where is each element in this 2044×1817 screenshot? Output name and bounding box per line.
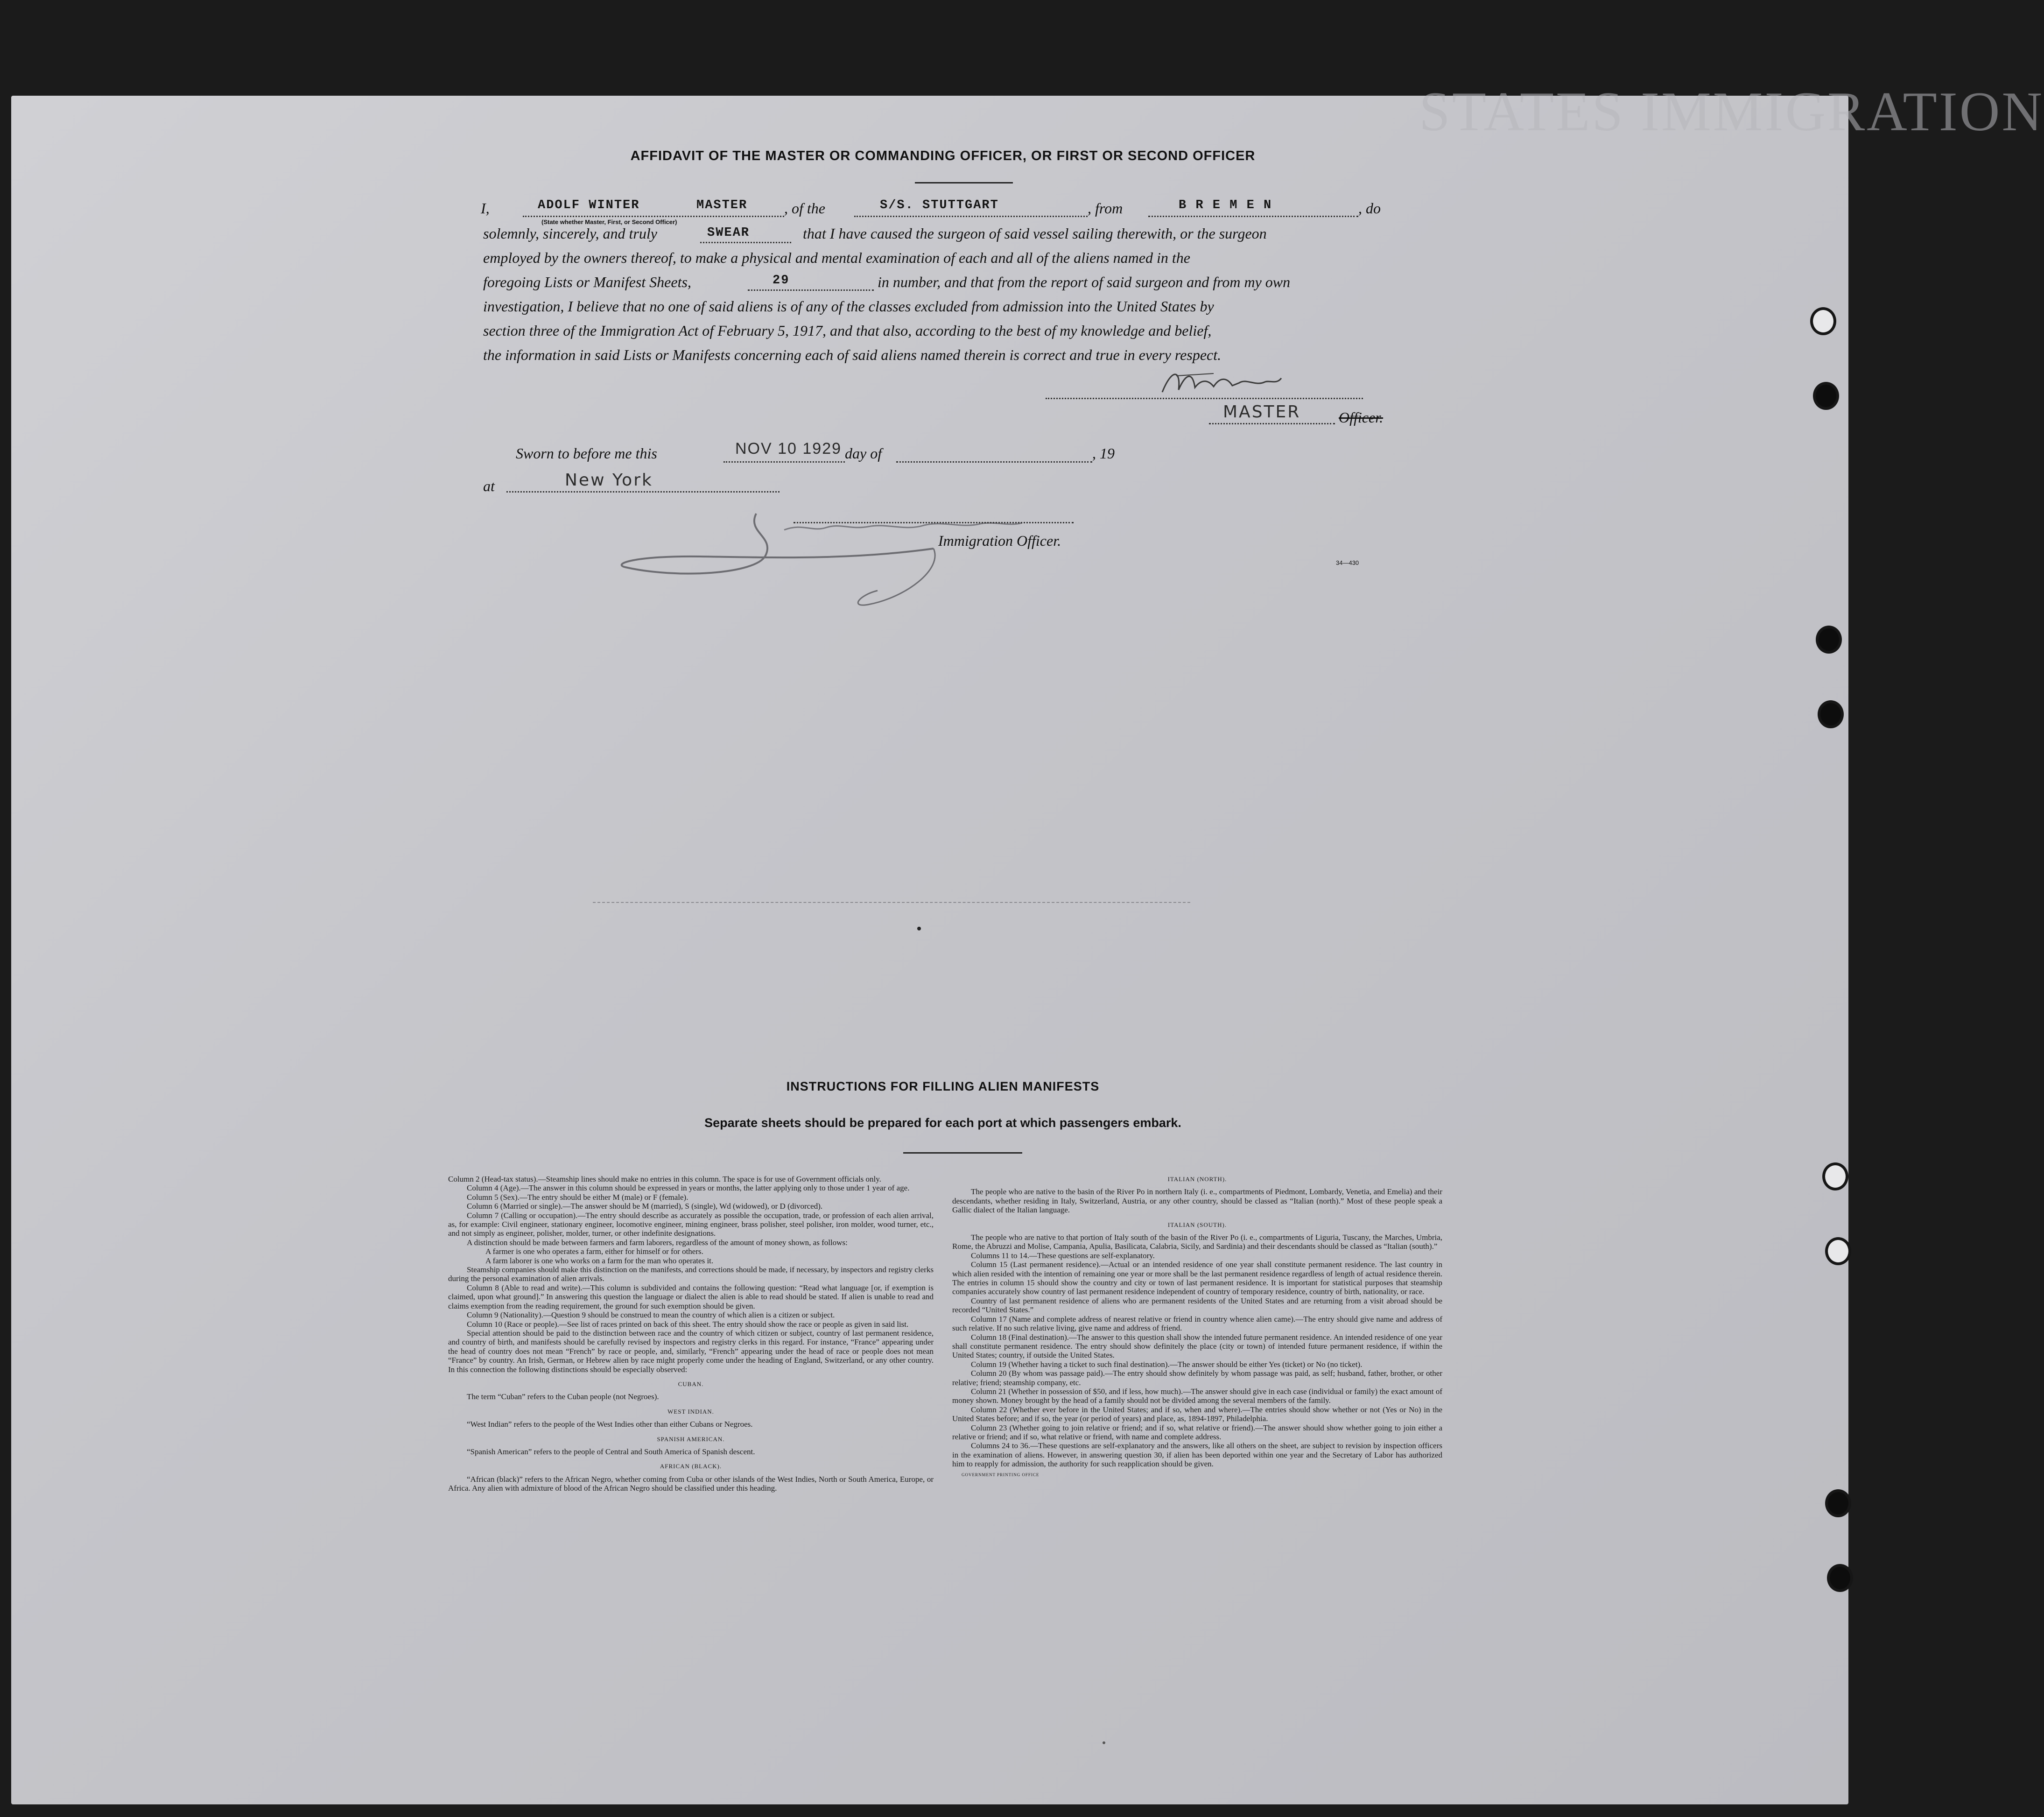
sworn-day-label: day of: [845, 445, 882, 462]
affidavit-line-7: the information in said Lists or Manifests concerning each of said aliens named therein is correct and true in every respect.: [483, 346, 1222, 363]
sworn-date-blank: [723, 461, 845, 463]
italian-north-text: The people who are native to the basin of the River Po in northern Italy (i. e., compartments of Piedmont, Lombardy, Venetia, and Emelia) and their descendants, whether residing in Italy, Switzerland, Austria, or any other country, should be classed as “Italian (north).” Most of these people speak a Gallic dialect of the Italian language.: [952, 1187, 1442, 1215]
ship-blank: [854, 216, 1088, 217]
instruction-paragraph: Column 2 (Head-tax status).—Steamship lines should make no entries in this column. The space is for use of Government officials only.: [448, 1175, 881, 1183]
instruction-paragraph: Column 4 (Age).—The answer in this column should be expressed in years or months, the latter applying only to those under 1 year of age.: [467, 1183, 910, 1193]
cuban-heading: CUBAN.: [678, 1380, 704, 1387]
instruction-paragraph: A farmer is one who operates a farm, either for himself or for others.: [485, 1247, 703, 1256]
affidavit-line-1: I,: [481, 200, 490, 217]
instruction-paragraph: A farm laborer is one who works on a farm for the man who operates it.: [485, 1256, 714, 1265]
ink-speck: [917, 927, 921, 930]
rank-hint: (State whether Master, First, or Second Officer): [541, 218, 677, 225]
immigration-officer-label: Immigration Officer.: [938, 532, 1061, 549]
instruction-paragraph: Country of last permanent residence of aliens who are permanent residents of the United States and are returning from a visit abroad should be recorded “United States.”: [952, 1296, 1442, 1315]
instruction-paragraph: Column 7 (Calling or occupation).—The entry should describe as accurately as possible the occupation, trade, or profession of each alien arrival, as, for example: Civil engineer, stationary engineer, locomotive engineer, mining engineer, brass polisher, steel polisher, iron molder, wood turner, etc., and not simply as engineer, polisher, molder, turner, or other indefinite designations.: [448, 1211, 934, 1238]
affidavit-title: AFFIDAVIT OF THE MASTER OR COMMANDING OFFICER, OR FIRST OR SECOND OFFICER: [630, 148, 1256, 163]
instruction-paragraph: Column 20 (By whom was passage paid).—The entry should show definitely by whom passage was paid, as self; husband, father, brother, or other relative; friend; steamship company, etc.: [952, 1369, 1442, 1387]
instruction-paragraph: Column 21 (Whether in possession of $50, and if less, how much).—The answer should give in each case (individual or family) the exact amount of money shown. Money brought by the head of a family should not be divided among the several members of the family.: [952, 1387, 1442, 1405]
affidavit-line-2-suffix: that I have caused the surgeon of said vessel sailing therewith, or the surgeon: [803, 225, 1267, 242]
instructions-subtitle: Separate sheets should be prepared for each port at which passengers embark.: [704, 1116, 1181, 1130]
printer-line: GOVERNMENT PRINTING OFFICE: [962, 1472, 1040, 1477]
instruction-paragraph: Column 18 (Final destination).—The answer to this question shall show the intended future permanent residence. An intended residence of one year shall constitute permanent residence. The entry should show definitely the place (city or town) of intended future permanent residence, if within the United States; country, if outside the United States.: [952, 1332, 1442, 1360]
instruction-paragraph: Columns 24 to 36.—These questions are self-explanatory and the answers, like all others on the sheet, are subject to revision by inspection officers in the examination of aliens. However, in answering question 30, if alien has been deported within one year and the Secretary of Labor has authorized him to reapply for admission, the authority for such reapplication should be given.: [952, 1441, 1442, 1469]
african-text: “African (black)” refers to the African Negro, whether coming from Cuba or other islands of the West Indies, North or South America, Europe, or Africa. Any alien with admixture of blood of the African Negro should be classified under this heading.: [448, 1474, 934, 1493]
instruction-paragraph: Steamship companies should make this distinction on the manifests, and corrections should be made, if necessary, by inspectors and registry clerks during the personal examination of alien arrivals.: [448, 1265, 934, 1283]
west-indian-text: “West Indian” refers to the people of the West Indies other than either Cubans or Negroes.: [467, 1420, 753, 1429]
instruction-paragraph: Column 9 (Nationality).—Question 9 should be construed to mean the country of which alien is a citizen or subject.: [467, 1310, 835, 1320]
spanish-american-heading: SPANISH AMERICAN.: [657, 1435, 725, 1443]
port-blank: [1148, 216, 1358, 217]
instruction-paragraph: Column 23 (Whether going to join relative or friend; and if so, what relative or friend).—The answer should show whether going to join either a relative or friend; and if so, what relative or friend, with name and complete address.: [952, 1423, 1442, 1441]
instruction-paragraph: Column 15 (Last permanent residence).—Actual or an intended residence of one year shall constitute permanent residence. The last country in which alien resided with the intention of remaining one year or more shall be the last permanent residence regardless of length of actual residence therein. The entries in column 15 should show the country and city or town of last permanent residence. It is important for statistical purposes that steamship companies accurately show country of last permanent residence independent of country of temporary residence, country of birth, nationality, or race.: [952, 1260, 1442, 1296]
instruction-paragraph: A distinction should be made between farmers and farm laborers, regardless of the amount of money shown, as follows:: [467, 1238, 848, 1247]
binder-hole: [1822, 1162, 1848, 1190]
from-label: , from: [1088, 200, 1123, 217]
immigration-officer-signature: [607, 504, 1120, 612]
sworn-date-stamp: NOV 10 1929: [735, 440, 842, 458]
master-signature: [1158, 364, 1298, 401]
binder-hole: [1813, 382, 1839, 410]
sworn-month-blank: [896, 461, 1092, 463]
west-indian-heading: WEST INDIAN.: [667, 1408, 714, 1415]
instruction-paragraph: Column 10 (Race or people).—See list of races printed on back of this sheet. The entry should show the race or people as given in said list.: [467, 1319, 909, 1329]
ship-field: S/S. STUTTGART: [880, 198, 999, 212]
instructions-title: INSTRUCTIONS FOR FILLING ALIEN MANIFESTS: [786, 1079, 1100, 1093]
form-number: 34—430: [1336, 559, 1359, 566]
instruction-paragraph: Columns 11 to 14.—These questions are self-explanatory.: [971, 1251, 1155, 1260]
bleed-through-text: STATES IMMIGRATION: [1419, 80, 2044, 142]
cuban-text: The term “Cuban” refers to the Cuban people (not Negroes).: [467, 1392, 659, 1401]
ink-speck: [1103, 1741, 1105, 1744]
binder-hole: [1810, 307, 1836, 335]
signature-blank: [1046, 398, 1363, 399]
title-rule: [915, 182, 1013, 183]
instruction-paragraph: Column 8 (Able to read and write).—This column is subdivided and contains the following question: “Read what language [or, if exemption is claimed, upon what ground].” In answering this question the language or dialect the alien is able to read should be stated. If alien is unable to read and claims exemption from the reading requirement, the ground for such exemption should be given.: [448, 1283, 934, 1310]
signer-title-handwritten: MASTER: [1223, 402, 1301, 422]
instructions-right-column: [952, 1175, 1442, 1479]
spanish-american-text: “Spanish American” refers to the people of Central and South America of Spanish descent.: [467, 1447, 755, 1456]
instruction-paragraph: Special attention should be paid to the distinction between race and the country of which citizen or subject, country of last permanent residence, and country of birth, and manifests should be carefully revised by inspectors and registry clerks in this regard. For instance, “France” appearing under the head of country does not mean “French” by race or people, and, similarly, “French” appearing under the head of race or people does not mean “France” by country. An Irish, German, or Hebrew alien by race might properly come under the heading of England, Switzerland, or any other country. In this connection the following distinctions should be especially observed:: [448, 1328, 934, 1374]
oath-blank: [700, 242, 791, 243]
place-blank: [506, 491, 780, 493]
sworn-year-label: , 19: [1092, 445, 1115, 462]
of-the-label: , of the: [784, 200, 825, 217]
rank-field: MASTER: [696, 198, 748, 212]
instruction-paragraph: Column 19 (Whether having a ticket to such final destination).—The answer should be either Yes (ticket) or No (no ticket).: [971, 1359, 1363, 1369]
instructions-left-column: [448, 1175, 934, 1493]
binder-hole: [1816, 626, 1842, 654]
faint-line: [593, 902, 1190, 903]
name-rank-blank: [523, 216, 784, 217]
italian-south-text: The people who are native to that portion of Italy south of the basin of the River Po (i. e., compartments of Liguria, Tuscany, the Marches, Umbria, Rome, the Abruzzi and Molise, Campania, Apulia, Basilicata, Calabria, Sicily, and Sardinia) and their descendants should be classed as “Italian (south).”: [952, 1233, 1442, 1251]
port-field: B R E M E N: [1179, 198, 1272, 212]
title-blank: [1209, 423, 1335, 424]
instruction-paragraph: Column 17 (Name and complete address of nearest relative or friend in country whence alien came).—The entry should give name and address of such relative. If no such relative living, give name and address of friend.: [952, 1314, 1442, 1333]
place-field: New York: [565, 471, 653, 490]
do-label: , do: [1358, 200, 1381, 217]
italian-north-heading: ITALIAN (NORTH).: [1167, 1176, 1227, 1183]
officer-signature-blank: [794, 522, 1074, 523]
binder-hole: [1818, 700, 1844, 728]
oath-field: SWEAR: [707, 226, 750, 240]
binder-hole: [1825, 1489, 1851, 1517]
instructions-rule: [903, 1152, 1022, 1154]
affidavit-line-3: employed by the owners thereof, to make a physical and mental examination of each and all of the aliens named in the: [483, 249, 1190, 266]
affidavit-line-5: investigation, I believe that no one of said aliens is of any of the classes excluded from admission into the United States by: [483, 298, 1214, 315]
affidavit-line-4-prefix: foregoing Lists or Manifest Sheets,: [483, 274, 691, 290]
binder-hole: [1825, 1237, 1851, 1265]
affidavit-line-4-suffix: in number, and that from the report of said surgeon and from my own: [878, 274, 1291, 290]
african-heading: AFRICAN (BLACK).: [660, 1463, 722, 1470]
master-name-field: ADOLF WINTER: [538, 198, 640, 212]
italian-south-heading: ITALIAN (SOUTH).: [1167, 1221, 1227, 1228]
affidavit-line-2-prefix: solemnly, sincerely, and truly: [483, 225, 657, 242]
officer-label: Officer.: [1339, 409, 1384, 426]
sworn-prefix: Sworn to before me this: [516, 445, 657, 462]
at-label: at: [483, 478, 495, 494]
sheets-blank: [748, 289, 874, 291]
affidavit-line-6: section three of the Immigration Act of February 5, 1917, and that also, according to the best of my knowledge and belief,: [483, 322, 1212, 339]
binder-hole: [1827, 1564, 1853, 1592]
instruction-paragraph: Column 22 (Whether ever before in the United States; and if so, when and where).—The entries should show whether or not (Yes or No) in the United States before; and if so, the year (or period of years) and place, as, 1894-1897, Philadelphia.: [952, 1405, 1442, 1423]
instruction-paragraph: Column 6 (Married or single).—The answer should be M (married), S (single), Wd (widowed), or D (divorced).: [467, 1202, 823, 1211]
sheets-count-field: 29: [773, 274, 790, 288]
instruction-paragraph: Column 5 (Sex).—The entry should be either M (male) or F (female).: [467, 1192, 688, 1202]
